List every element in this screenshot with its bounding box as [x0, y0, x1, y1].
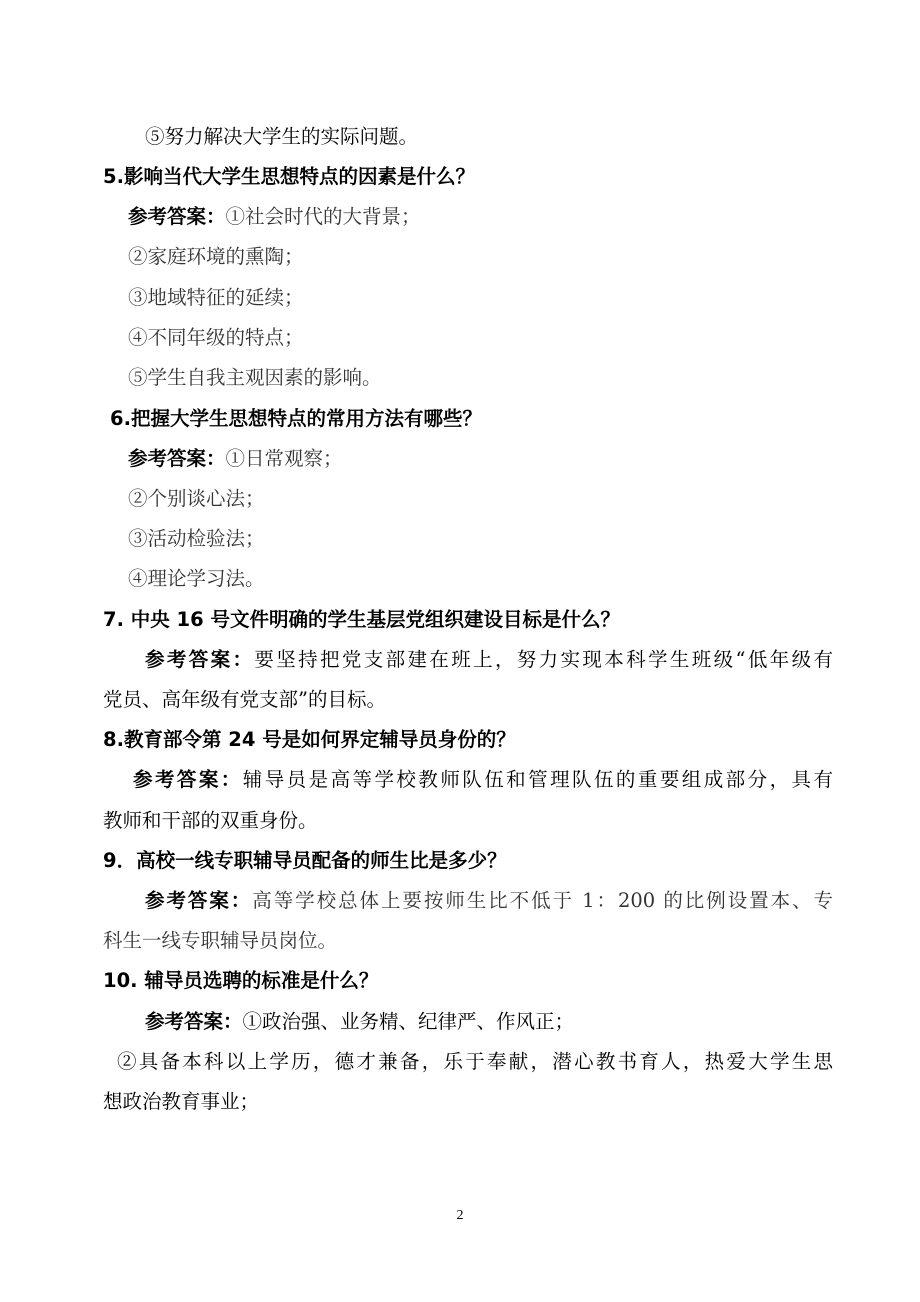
answer-line: 党员、高年级有党支部”的目标。 [103, 688, 386, 711]
answer-line: ②家庭环境的熏陶； [128, 245, 304, 268]
answer-text: ⑤努力解决大学生的实际问题。 [145, 125, 419, 148]
answer-label: 参考答案： [145, 648, 255, 671]
answer-label: 参考答案： [128, 205, 226, 228]
answer-text: 要坚持把党支部建在班上，努力实现本科学生班级“低年级有 [254, 648, 833, 671]
answer-line [133, 767, 833, 793]
question-6: 6.把握大学生思想特点的常用方法有哪些？ [110, 407, 482, 430]
answer-line: ③活动检验法； [128, 527, 265, 550]
answer-label: 参考答案： [133, 768, 243, 791]
question-9: 9．高校一线专职辅导员配备的师生比是多少？ [103, 849, 507, 872]
answer-text: 高等学校总体上要按师生比不低于 1：200 的比例设置本、专 [252, 889, 833, 912]
answer-label: 参考答案： [128, 447, 226, 470]
answer-line [145, 888, 833, 914]
answer-line: 想政治教育事业； [103, 1090, 260, 1113]
answer-line: ②具备本科以上学历，德才兼备，乐于奉献，潜心教书育人，热爱大学生思 [117, 1050, 833, 1073]
answer-line: 教师和干部的双重身份。 [103, 809, 318, 832]
answer-text: ①日常观察； [225, 447, 343, 470]
question-5: 5.影响当代大学生思想特点的因素是什么？ [103, 165, 475, 188]
answer-line: ⑤学生自我主观因素的影响。 [128, 366, 382, 389]
answer-line [128, 446, 343, 472]
answer-label: 参考答案： [145, 1010, 243, 1033]
answer-label: 参考答案： [145, 889, 253, 912]
question-10: 10. 辅导员选聘的标准是什么？ [103, 969, 379, 992]
question-7: 7. 中央 16 号文件明确的学生基层党组织建设目标是什么？ [103, 608, 620, 631]
answer-line [145, 1009, 574, 1035]
question-8: 8.教育部令第 24 号是如何界定辅导员身份的？ [103, 728, 516, 751]
answer-line: ②个别谈心法； [128, 487, 265, 510]
answer-line [145, 647, 833, 673]
answer-text: ①政治强、业务精、纪律严、作风正； [242, 1010, 575, 1033]
answer-line: ③地域特征的延续； [128, 286, 304, 309]
answer-text: 辅导员是高等学校教师队伍和管理队伍的重要组成部分，具有 [242, 768, 833, 791]
answer-line [145, 124, 418, 150]
answer-line: ④理论学习法。 [128, 567, 265, 590]
answer-line [128, 204, 421, 230]
answer-line: ④不同年级的特点； [128, 326, 304, 349]
page-number: 2 [456, 1208, 464, 1223]
answer-line: 科生一线专职辅导员岗位。 [103, 929, 338, 952]
answer-text: ①社会时代的大背景； [225, 205, 421, 228]
